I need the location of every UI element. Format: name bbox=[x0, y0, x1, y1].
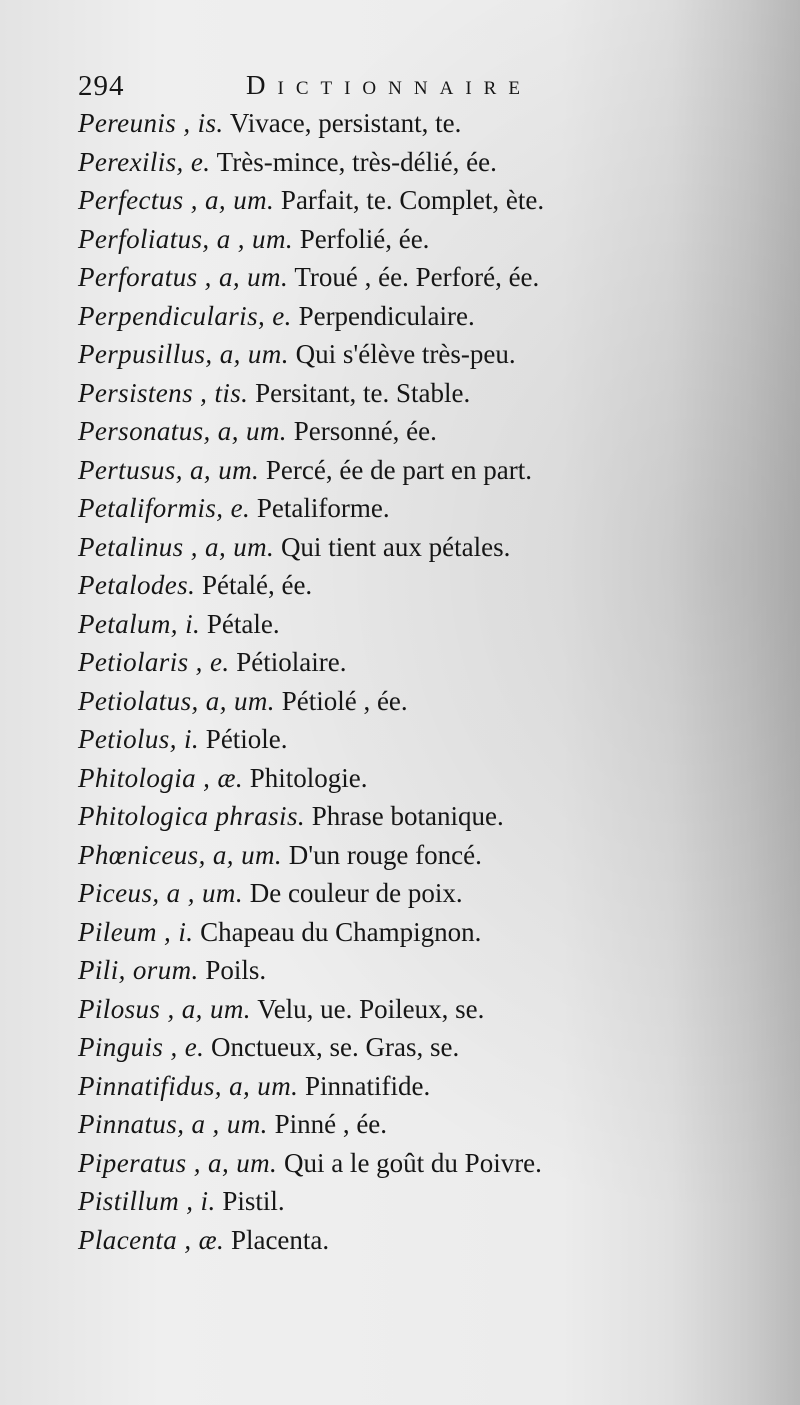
entry-french-definition: Perfolié, ée. bbox=[299, 223, 430, 254]
entry-french-definition: Pinné , ée. bbox=[274, 1109, 388, 1139]
dictionary-entry bbox=[78, 335, 778, 374]
dictionary-entry bbox=[78, 759, 778, 798]
dictionary-entry bbox=[78, 374, 778, 413]
entry-french-definition: Qui s'élève très-peu. bbox=[295, 339, 516, 369]
entry-latin-term: Petalodes. bbox=[78, 570, 196, 600]
entry-latin-term: Phitologica phrasis. bbox=[78, 801, 306, 831]
entry-french-definition: Placenta. bbox=[230, 1224, 330, 1255]
dictionary-entry bbox=[78, 528, 778, 567]
dictionary-entry bbox=[78, 643, 778, 682]
entry-latin-term: Petalinus , a, um. bbox=[78, 531, 275, 562]
dictionary-entry bbox=[78, 951, 778, 990]
dictionary-entry bbox=[78, 1182, 778, 1221]
entry-latin-term: Petiolaris , e. bbox=[78, 647, 230, 677]
entry-latin-term: Persistens , tis. bbox=[78, 377, 249, 408]
page-number: 294 bbox=[78, 70, 125, 102]
entry-latin-term: Pinnatifidus, a, um. bbox=[78, 1070, 299, 1101]
entry-french-definition: Pétiolé , ée. bbox=[281, 685, 408, 716]
dictionary-entry bbox=[78, 874, 778, 913]
dictionary-entry bbox=[78, 1144, 778, 1183]
entry-latin-term: Personatus, a, um. bbox=[78, 416, 287, 446]
entry-french-definition: Chapeau du Champignon. bbox=[200, 916, 482, 947]
dictionary-entry bbox=[78, 258, 778, 297]
entry-french-definition: Poils. bbox=[205, 955, 267, 985]
entry-french-definition: Parfait, te. Complet, ète. bbox=[280, 185, 545, 215]
entry-latin-term: Phitologia , æ. bbox=[78, 762, 244, 793]
entry-french-definition: Troué , ée. Perforé, ée. bbox=[294, 262, 540, 292]
dictionary-entry bbox=[78, 104, 778, 143]
entry-french-definition: Onctueux, se. Gras, se. bbox=[211, 1032, 460, 1062]
dictionary-entry bbox=[78, 297, 778, 336]
entry-french-definition: Personné, ée. bbox=[293, 416, 437, 446]
entry-french-definition: Percé, ée de part en part. bbox=[265, 454, 533, 485]
dictionary-entry bbox=[78, 412, 778, 451]
entry-french-definition: Phitologie. bbox=[249, 762, 368, 793]
entry-french-definition: Pétalé, ée. bbox=[201, 570, 313, 600]
dictionary-entry bbox=[78, 1105, 778, 1144]
entry-latin-term: Petiolatus, a, um. bbox=[78, 685, 275, 716]
entry-french-definition: Très-mince, très-délié, ée. bbox=[216, 146, 497, 177]
entry-latin-term: Perpendicularis, e. bbox=[78, 300, 292, 331]
dictionary-entry bbox=[78, 720, 778, 759]
entry-french-definition: De couleur de poix. bbox=[249, 878, 463, 908]
entry-latin-term: Placenta , æ. bbox=[78, 1224, 225, 1255]
entry-french-definition: D'un rouge foncé. bbox=[288, 839, 482, 870]
dictionary-entry bbox=[78, 143, 778, 182]
entry-french-definition: Qui a le goût du Poivre. bbox=[283, 1147, 542, 1178]
entry-latin-term: Perfoliatus, a , um. bbox=[78, 223, 293, 254]
entry-latin-term: Petalum, i. bbox=[78, 608, 201, 639]
entry-french-definition: Velu, ue. Poileux, se. bbox=[257, 993, 485, 1024]
entry-latin-term: Perforatus , a, um. bbox=[78, 262, 289, 292]
entry-latin-term: Pertusus, a, um. bbox=[78, 454, 260, 485]
entry-latin-term: Perpusillus, a, um. bbox=[78, 339, 289, 369]
entry-latin-term: Petiolus, i. bbox=[78, 724, 200, 754]
dictionary-entry bbox=[78, 566, 778, 605]
entry-french-definition: Persitant, te. Stable. bbox=[255, 377, 471, 408]
entry-latin-term: Pinnatus, a , um. bbox=[78, 1109, 268, 1139]
entry-latin-term: Perfectus , a, um. bbox=[78, 185, 275, 215]
entry-french-definition: Phrase botanique. bbox=[311, 801, 504, 831]
dictionary-entry bbox=[78, 181, 778, 220]
entry-french-definition: Pétale. bbox=[206, 608, 280, 639]
dictionary-entry-list bbox=[78, 104, 778, 1259]
dictionary-entry bbox=[78, 1067, 778, 1106]
entry-latin-term: Piceus, a , um. bbox=[78, 878, 243, 908]
dictionary-entry bbox=[78, 913, 778, 952]
entry-french-definition: Vivace, persistant, te. bbox=[229, 108, 462, 138]
entry-latin-term: Pinguis , e. bbox=[78, 1032, 205, 1062]
dictionary-entry bbox=[78, 1028, 778, 1067]
entry-latin-term: Piperatus , a, um. bbox=[78, 1147, 278, 1178]
entry-french-definition: Pétiole. bbox=[205, 724, 288, 754]
entry-french-definition: Pétiolaire. bbox=[236, 647, 347, 677]
dictionary-entry bbox=[78, 990, 778, 1029]
entry-french-definition: Qui tient aux pétales. bbox=[280, 531, 511, 562]
dictionary-entry bbox=[78, 605, 778, 644]
entry-latin-term: Pili, orum. bbox=[78, 955, 199, 985]
entry-latin-term: Petaliformis, e. bbox=[78, 493, 251, 523]
entry-latin-term: Pileum , i. bbox=[78, 916, 194, 947]
dictionary-entry bbox=[78, 682, 778, 721]
running-title: Dictionnaire bbox=[246, 70, 532, 100]
entry-latin-term: Pistillum , i. bbox=[78, 1186, 216, 1216]
entry-french-definition: Pistil. bbox=[222, 1186, 285, 1216]
dictionary-entry bbox=[78, 797, 778, 836]
entry-french-definition: Pinnatifide. bbox=[305, 1070, 431, 1101]
dictionary-entry bbox=[78, 489, 778, 528]
dictionary-entry bbox=[78, 1221, 778, 1260]
entry-latin-term: Pereunis , is. bbox=[78, 108, 224, 138]
dictionary-entry bbox=[78, 451, 778, 490]
dictionary-entry bbox=[78, 836, 778, 875]
dictionary-entry bbox=[78, 220, 778, 259]
entry-french-definition: Perpendiculaire. bbox=[298, 300, 475, 331]
entry-latin-term: Perexilis, e. bbox=[78, 146, 211, 177]
entry-latin-term: Pilosus , a, um. bbox=[78, 993, 251, 1024]
entry-latin-term: Phœniceus, a, um. bbox=[78, 839, 283, 870]
entry-french-definition: Petaliforme. bbox=[256, 493, 390, 523]
